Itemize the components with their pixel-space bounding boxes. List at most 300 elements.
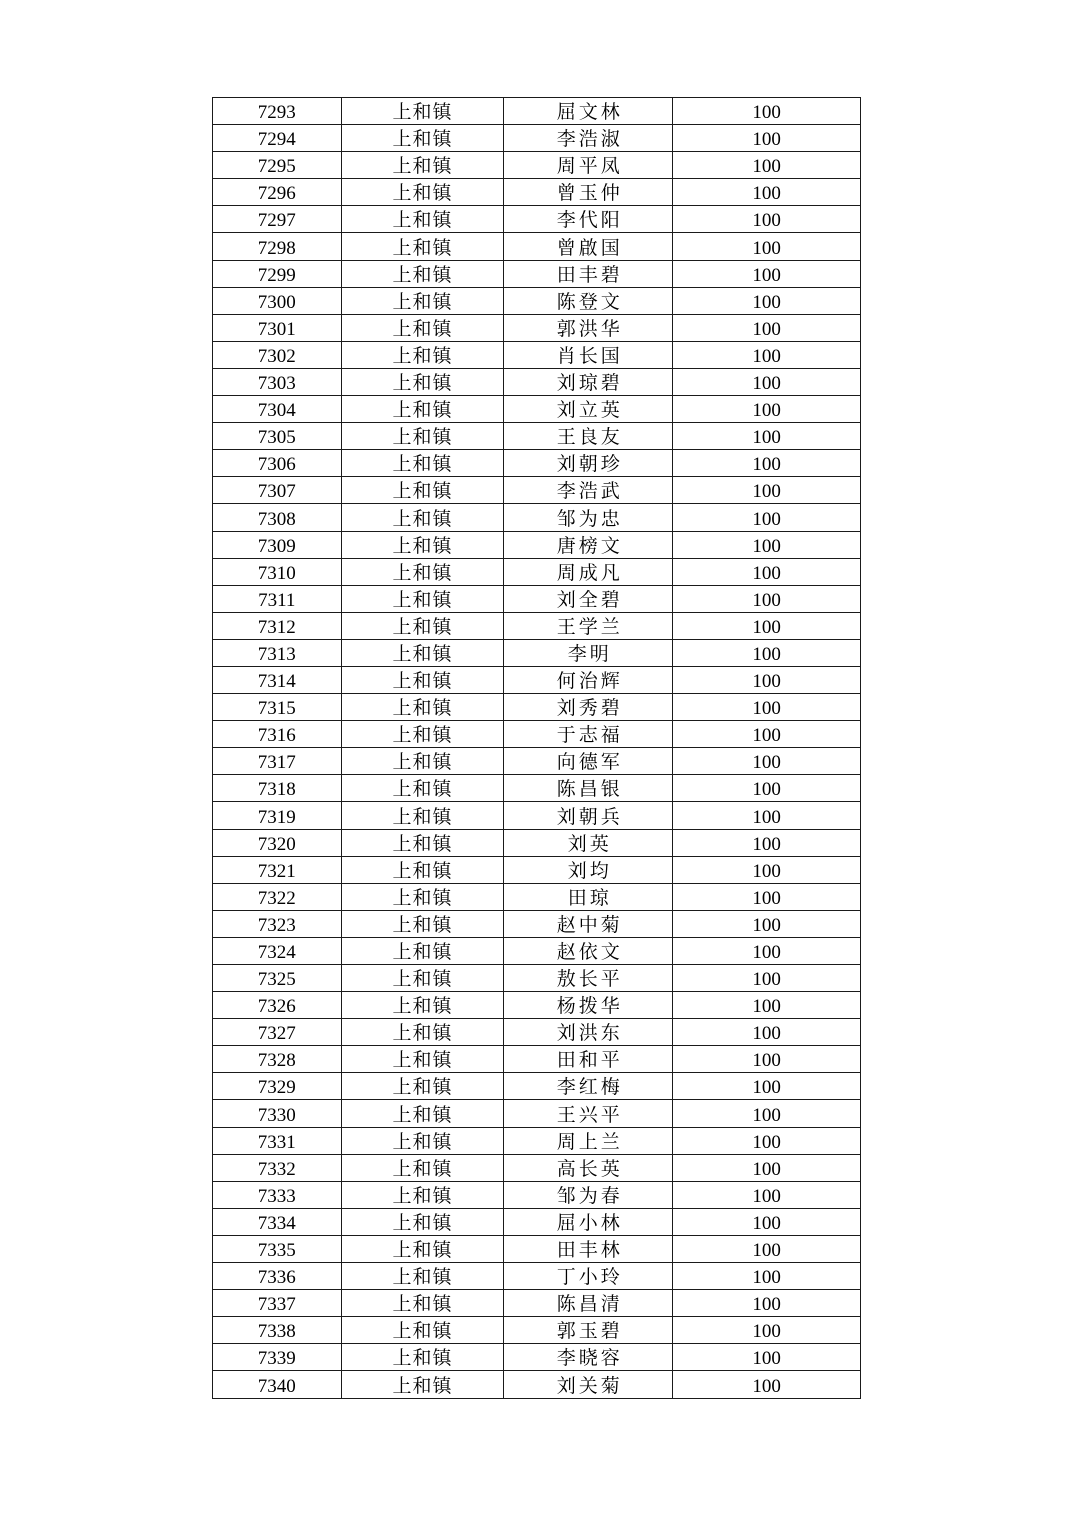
cell-serial-number: [213, 1317, 342, 1344]
cell-serial-number: [213, 639, 342, 666]
cell-person-name: [504, 1181, 673, 1208]
cell-town-text: 上和镇: [392, 643, 453, 665]
cell-serial-number: [213, 694, 342, 721]
cell-town: [341, 965, 504, 992]
cell-serial-number-text: 7315: [257, 698, 296, 720]
cell-town: [341, 1317, 504, 1344]
cell-person-name: [504, 341, 673, 368]
cell-town-text: 上和镇: [392, 1267, 453, 1289]
cell-amount-text: 100: [752, 291, 781, 313]
cell-serial-number: [213, 1127, 342, 1154]
cell-person-name-text: 刘全碧: [556, 589, 623, 611]
cell-town-text: 上和镇: [392, 887, 453, 909]
cell-serial-number: [213, 287, 342, 314]
cell-serial-number: [213, 152, 342, 179]
cell-amount: [673, 612, 861, 639]
cell-amount: [673, 260, 861, 287]
cell-serial-number-text: 7325: [257, 969, 296, 991]
cell-person-name-text: 李红梅: [556, 1077, 623, 1099]
cell-person-name-text: 丁小玲: [556, 1267, 623, 1289]
table-row: [213, 1127, 861, 1154]
cell-amount-text: 100: [752, 1240, 781, 1262]
cell-amount: [673, 1317, 861, 1344]
cell-town: [341, 1263, 504, 1290]
table-row: [213, 639, 861, 666]
cell-person-name: [504, 748, 673, 775]
cell-amount-text: 100: [752, 1158, 781, 1180]
cell-serial-number: [213, 179, 342, 206]
cell-amount: [673, 1181, 861, 1208]
cell-person-name-text: 敖长平: [556, 969, 623, 991]
cell-serial-number-text: 7305: [257, 427, 296, 449]
cell-serial-number: [213, 883, 342, 910]
cell-person-name-text: 刘立英: [556, 400, 623, 422]
cell-serial-number: [213, 856, 342, 883]
cell-person-name: [504, 1344, 673, 1371]
cell-amount: [673, 179, 861, 206]
cell-town: [341, 98, 504, 125]
cell-town: [341, 287, 504, 314]
cell-amount-text: 100: [752, 1185, 781, 1207]
cell-serial-number-text: 7321: [257, 860, 296, 882]
table-row: [213, 423, 861, 450]
cell-person-name-text: 刘朝珍: [556, 454, 623, 476]
table-row: [213, 125, 861, 152]
table-row: [213, 694, 861, 721]
table-row: [213, 721, 861, 748]
cell-town-text: 上和镇: [392, 183, 453, 205]
cell-amount: [673, 1046, 861, 1073]
cell-town: [341, 883, 504, 910]
cell-amount: [673, 965, 861, 992]
cell-serial-number-text: 7335: [257, 1240, 296, 1262]
cell-person-name: [504, 1235, 673, 1262]
cell-serial-number: [213, 1290, 342, 1317]
cell-person-name-text: 杨拨华: [556, 996, 623, 1018]
cell-person-name-text: 屈小林: [556, 1212, 623, 1234]
cell-town-text: 上和镇: [392, 914, 453, 936]
cell-town: [341, 423, 504, 450]
table-row: [213, 368, 861, 395]
cell-amount: [673, 775, 861, 802]
cell-town: [341, 802, 504, 829]
cell-serial-number-text: 7316: [257, 725, 296, 747]
cell-serial-number-text: 7308: [257, 508, 296, 530]
cell-amount: [673, 1235, 861, 1262]
cell-amount: [673, 368, 861, 395]
cell-town-text: 上和镇: [392, 1348, 453, 1370]
cell-town-text: 上和镇: [392, 725, 453, 747]
cell-town-text: 上和镇: [392, 1023, 453, 1045]
cell-person-name: [504, 314, 673, 341]
cell-amount-text: 100: [752, 562, 781, 584]
cell-amount-text: 100: [752, 779, 781, 801]
table-row: [213, 1181, 861, 1208]
cell-person-name: [504, 1127, 673, 1154]
cell-person-name: [504, 396, 673, 423]
table-row: [213, 558, 861, 585]
cell-person-name-text: 陈登文: [556, 291, 623, 313]
cell-amount: [673, 125, 861, 152]
cell-serial-number-text: 7339: [257, 1348, 296, 1370]
cell-amount: [673, 287, 861, 314]
cell-town-text: 上和镇: [392, 589, 453, 611]
cell-amount-text: 100: [752, 969, 781, 991]
cell-town: [341, 856, 504, 883]
cell-serial-number: [213, 1019, 342, 1046]
cell-person-name: [504, 694, 673, 721]
cell-town-text: 上和镇: [392, 969, 453, 991]
cell-town-text: 上和镇: [392, 1212, 453, 1234]
cell-person-name: [504, 666, 673, 693]
cell-person-name: [504, 883, 673, 910]
cell-serial-number: [213, 1154, 342, 1181]
cell-serial-number-text: 7322: [257, 887, 296, 909]
cell-amount: [673, 802, 861, 829]
cell-person-name: [504, 287, 673, 314]
cell-amount: [673, 152, 861, 179]
cell-person-name-text: 刘均: [567, 860, 612, 882]
cell-person-name-text: 邹为忠: [556, 508, 623, 530]
cell-person-name-text: 李浩淑: [556, 129, 623, 151]
cell-person-name: [504, 477, 673, 504]
cell-serial-number: [213, 1235, 342, 1262]
cell-amount-text: 100: [752, 833, 781, 855]
table-row: [213, 1263, 861, 1290]
cell-serial-number-text: 7334: [257, 1212, 296, 1234]
cell-town-text: 上和镇: [392, 1185, 453, 1207]
cell-person-name: [504, 152, 673, 179]
cell-person-name-text: 刘朝兵: [556, 806, 623, 828]
cell-town: [341, 721, 504, 748]
cell-amount: [673, 1154, 861, 1181]
cell-person-name: [504, 125, 673, 152]
cell-serial-number-text: 7303: [257, 373, 296, 395]
table-row: [213, 341, 861, 368]
cell-town: [341, 1046, 504, 1073]
cell-amount-text: 100: [752, 752, 781, 774]
cell-town: [341, 125, 504, 152]
cell-serial-number: [213, 829, 342, 856]
cell-amount: [673, 396, 861, 423]
cell-serial-number-text: 7328: [257, 1050, 296, 1072]
cell-town-text: 上和镇: [392, 237, 453, 259]
cell-amount: [673, 477, 861, 504]
cell-person-name-text: 刘秀碧: [556, 698, 623, 720]
table-row: [213, 802, 861, 829]
cell-serial-number: [213, 1046, 342, 1073]
cell-town-text: 上和镇: [392, 345, 453, 367]
cell-amount: [673, 748, 861, 775]
cell-person-name-text: 赵中菊: [556, 914, 623, 936]
table-row: [213, 1371, 861, 1398]
cell-serial-number: [213, 260, 342, 287]
cell-town: [341, 1208, 504, 1235]
cell-town: [341, 504, 504, 531]
cell-amount-text: 100: [752, 1267, 781, 1289]
cell-town-text: 上和镇: [392, 156, 453, 178]
cell-town-text: 上和镇: [392, 806, 453, 828]
cell-town: [341, 829, 504, 856]
cell-amount-text: 100: [752, 345, 781, 367]
cell-town: [341, 1181, 504, 1208]
table-row: [213, 856, 861, 883]
cell-serial-number: [213, 558, 342, 585]
table-row: [213, 585, 861, 612]
cell-serial-number: [213, 504, 342, 531]
cell-town: [341, 1290, 504, 1317]
cell-serial-number-text: 7307: [257, 481, 296, 503]
cell-town: [341, 341, 504, 368]
cell-person-name-text: 王学兰: [556, 616, 623, 638]
cell-person-name-text: 高长英: [556, 1158, 623, 1180]
cell-town-text: 上和镇: [392, 1294, 453, 1316]
cell-amount: [673, 98, 861, 125]
cell-person-name: [504, 612, 673, 639]
cell-town-text: 上和镇: [392, 996, 453, 1018]
cell-serial-number: [213, 802, 342, 829]
cell-amount: [673, 1208, 861, 1235]
cell-person-name: [504, 98, 673, 125]
cell-person-name-text: 田和平: [556, 1050, 623, 1072]
cell-town-text: 上和镇: [392, 562, 453, 584]
cell-amount-text: 100: [752, 237, 781, 259]
cell-town-text: 上和镇: [392, 318, 453, 340]
cell-person-name-text: 李浩武: [556, 481, 623, 503]
cell-person-name-text: 向德军: [556, 752, 623, 774]
cell-town: [341, 477, 504, 504]
cell-town-text: 上和镇: [392, 1321, 453, 1343]
cell-person-name: [504, 1019, 673, 1046]
cell-serial-number-text: 7333: [257, 1185, 296, 1207]
table-row: [213, 260, 861, 287]
cell-serial-number-text: 7340: [257, 1375, 296, 1397]
cell-serial-number: [213, 992, 342, 1019]
cell-serial-number-text: 7302: [257, 345, 296, 367]
cell-serial-number: [213, 937, 342, 964]
cell-amount-text: 100: [752, 102, 781, 124]
table-row: [213, 1100, 861, 1127]
cell-person-name: [504, 639, 673, 666]
cell-person-name-text: 唐榜文: [556, 535, 623, 557]
cell-town: [341, 775, 504, 802]
cell-serial-number: [213, 450, 342, 477]
cell-person-name: [504, 423, 673, 450]
cell-serial-number-text: 7332: [257, 1158, 296, 1180]
cell-town-text: 上和镇: [392, 752, 453, 774]
cell-amount-text: 100: [752, 806, 781, 828]
cell-amount: [673, 1100, 861, 1127]
cell-amount-text: 100: [752, 1104, 781, 1126]
cell-serial-number: [213, 1263, 342, 1290]
cell-person-name: [504, 775, 673, 802]
cell-person-name-text: 赵依文: [556, 942, 623, 963]
table-row: [213, 775, 861, 802]
cell-amount: [673, 1290, 861, 1317]
table-row: [213, 1344, 861, 1371]
cell-town-text: 上和镇: [392, 427, 453, 449]
cell-serial-number: [213, 98, 342, 125]
cell-amount-text: 100: [752, 1321, 781, 1343]
table-row: [213, 666, 861, 693]
cell-person-name-text: 李代阳: [556, 210, 623, 232]
cell-serial-number-text: 7324: [257, 942, 296, 963]
cell-serial-number: [213, 423, 342, 450]
cell-person-name: [504, 965, 673, 992]
cell-amount-text: 100: [752, 1023, 781, 1045]
cell-person-name: [504, 721, 673, 748]
cell-serial-number: [213, 368, 342, 395]
table-row: [213, 748, 861, 775]
cell-town: [341, 531, 504, 558]
cell-serial-number: [213, 396, 342, 423]
cell-amount: [673, 856, 861, 883]
cell-serial-number-text: 7329: [257, 1077, 296, 1099]
cell-amount: [673, 666, 861, 693]
table-row: [213, 992, 861, 1019]
cell-amount: [673, 639, 861, 666]
cell-person-name: [504, 856, 673, 883]
cell-serial-number: [213, 125, 342, 152]
cell-person-name: [504, 802, 673, 829]
table-row: [213, 531, 861, 558]
cell-amount: [673, 1263, 861, 1290]
cell-town-text: 上和镇: [392, 129, 453, 151]
cell-person-name: [504, 829, 673, 856]
cell-person-name-text: 陈昌清: [556, 1294, 623, 1316]
table-row: [213, 287, 861, 314]
table-row: [213, 910, 861, 937]
table-row: [213, 965, 861, 992]
cell-town: [341, 666, 504, 693]
cell-serial-number: [213, 341, 342, 368]
cell-serial-number: [213, 612, 342, 639]
cell-person-name: [504, 910, 673, 937]
table-row: [213, 98, 861, 125]
cell-person-name: [504, 179, 673, 206]
cell-town: [341, 1154, 504, 1181]
cell-amount: [673, 531, 861, 558]
cell-amount-text: 100: [752, 725, 781, 747]
cell-person-name-text: 周平凤: [556, 156, 623, 178]
cell-serial-number-text: 7304: [257, 400, 296, 422]
cell-person-name-text: 刘琼碧: [556, 373, 623, 395]
cell-town-text: 上和镇: [392, 671, 453, 693]
cell-town-text: 上和镇: [392, 1240, 453, 1262]
table-row: [213, 477, 861, 504]
cell-serial-number-text: 7338: [257, 1321, 296, 1343]
cell-amount-text: 100: [752, 481, 781, 503]
cell-town-text: 上和镇: [392, 616, 453, 638]
cell-amount-text: 100: [752, 914, 781, 936]
table-row: [213, 1317, 861, 1344]
cell-serial-number: [213, 585, 342, 612]
cell-amount-text: 100: [752, 1077, 781, 1099]
table-row: [213, 314, 861, 341]
cell-amount-text: 100: [752, 210, 781, 232]
cell-person-name-text: 李明: [567, 643, 612, 665]
cell-serial-number: [213, 1208, 342, 1235]
cell-town: [341, 639, 504, 666]
cell-town: [341, 910, 504, 937]
cell-serial-number-text: 7297: [257, 210, 296, 232]
cell-serial-number-text: 7310: [257, 562, 296, 584]
cell-amount-text: 100: [752, 942, 781, 963]
table-row: [213, 1235, 861, 1262]
cell-amount: [673, 450, 861, 477]
cell-amount-text: 100: [752, 1131, 781, 1153]
cell-person-name-text: 田丰林: [556, 1240, 623, 1262]
roster-table-body: [213, 98, 861, 1399]
cell-town-text: 上和镇: [392, 942, 453, 963]
cell-person-name: [504, 585, 673, 612]
cell-person-name-text: 郭玉碧: [556, 1321, 623, 1343]
cell-town: [341, 233, 504, 260]
cell-person-name-text: 周成凡: [556, 562, 623, 584]
cell-amount-text: 100: [752, 373, 781, 395]
cell-amount-text: 100: [752, 264, 781, 286]
cell-amount: [673, 341, 861, 368]
cell-person-name-text: 郭洪华: [556, 318, 623, 340]
cell-serial-number-text: 7311: [258, 589, 296, 611]
cell-person-name-text: 屈文林: [556, 102, 623, 124]
cell-serial-number-text: 7314: [257, 671, 296, 693]
cell-serial-number-text: 7298: [257, 237, 296, 259]
table-row: [213, 504, 861, 531]
cell-person-name: [504, 531, 673, 558]
table-row: [213, 937, 861, 964]
cell-town: [341, 1019, 504, 1046]
cell-town: [341, 694, 504, 721]
cell-town-text: 上和镇: [392, 698, 453, 720]
cell-town: [341, 314, 504, 341]
cell-amount-text: 100: [752, 887, 781, 909]
cell-town-text: 上和镇: [392, 508, 453, 530]
cell-serial-number-text: 7306: [257, 454, 296, 476]
cell-amount-text: 100: [752, 698, 781, 720]
cell-person-name: [504, 1317, 673, 1344]
cell-serial-number: [213, 1073, 342, 1100]
cell-town: [341, 152, 504, 179]
cell-amount: [673, 910, 861, 937]
cell-amount-text: 100: [752, 183, 781, 205]
cell-amount-text: 100: [752, 427, 781, 449]
cell-person-name-text: 邹为春: [556, 1185, 623, 1207]
cell-town-text: 上和镇: [392, 1050, 453, 1072]
cell-town: [341, 937, 504, 964]
table-row: [213, 450, 861, 477]
cell-serial-number-text: 7331: [257, 1131, 296, 1153]
cell-person-name: [504, 937, 673, 964]
cell-town: [341, 1371, 504, 1398]
cell-serial-number: [213, 965, 342, 992]
cell-town: [341, 585, 504, 612]
cell-amount: [673, 1073, 861, 1100]
cell-serial-number-text: 7300: [257, 291, 296, 313]
table-row: [213, 1073, 861, 1100]
cell-serial-number-text: 7336: [257, 1267, 296, 1289]
cell-amount: [673, 694, 861, 721]
cell-person-name: [504, 1263, 673, 1290]
cell-town: [341, 179, 504, 206]
cell-town: [341, 1235, 504, 1262]
cell-person-name: [504, 233, 673, 260]
table-row: [213, 883, 861, 910]
cell-serial-number: [213, 721, 342, 748]
cell-serial-number: [213, 666, 342, 693]
cell-amount: [673, 721, 861, 748]
cell-person-name-text: 刘洪东: [556, 1023, 623, 1045]
